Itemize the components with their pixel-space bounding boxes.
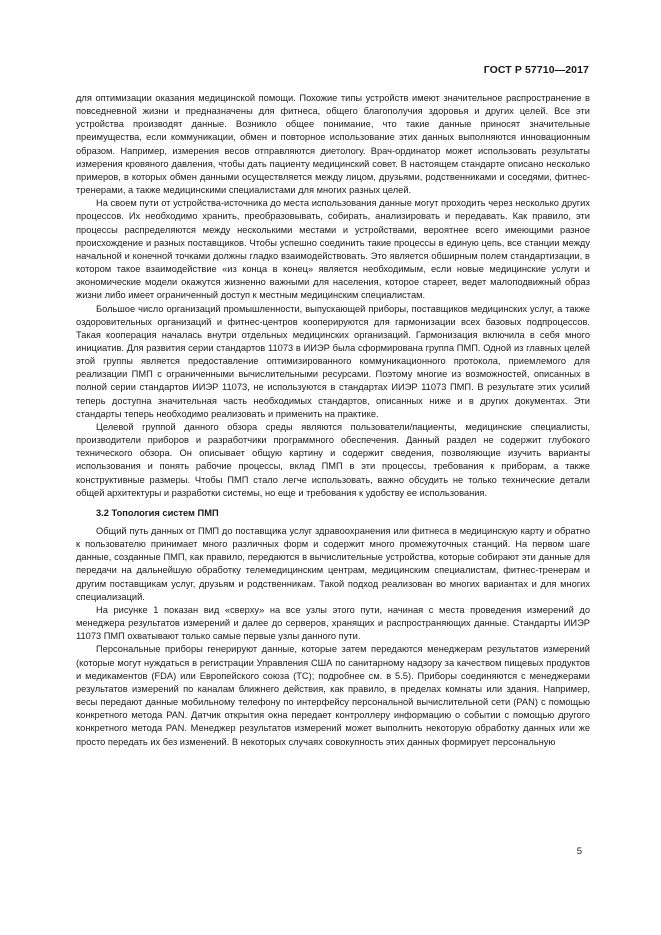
paragraph: для оптимизации оказания медицинской помощи. Похожие типы устройств имеют значительное распространение в повседневной жизни и предназначены для фитнеса, общего благополучия здоровья и других целей. Все эти устройства производят данные. Возникло общее понимание, что такие данные приносят значительные преимущества, если коммуникации, обмен и повторное использование этих данных выполняются инновационным образом. Например, измерения весов отправляются диетологу. Врач-ординатор может использовать результаты измерения кровяного давления, чтобы дать пациенту медицинский совет. В настоящем стандарте описано несколько примеров, в которых обмен данными осуществляется между лицом, друзьями, родственниками и соседями, фитнес-тренерами, а также медицинскими специалистами для многих разных целей. <box>76 93 590 196</box>
paragraph: Общий путь данных от ПМП до поставщика услуг здравоохранения или фитнеса в медицинскую карту и обратно к пользователю принимает много различных форм и содержит много промежуточных станций. На первом шаге данные, созданные ПМП, как правило, передаются в вычислительные устройства, которые собирают эти данные для передачи на дальнейшую обработку телемедицинским центрам, медицинским специалистам, фитнес-тренерам и другим поставщикам услуг, друзьям и родственникам. Такой подход реализован во многих вариантах и для многих специализаций. <box>76 526 590 602</box>
paragraph: Большое число организаций промышленности, выпускающей приборы, поставщиков медицинских услуг, а также оздоровительных организаций и фитнес-центров кооперируются для гармонизации всех базовых подпроцессов. Такая кооперация началась внутри отдельных медицинских организаций. Гармонизация включила в себя много инициатив. Для развития серии стандартов 11073 в ИИЭР была сформирована группа ПМП. Одной из главных целей этой группы является предоставление оптимизированного коммуникационного протокола, приемлемого для реализации ПМП с ограниченными вычислительными ресурсами. Поэтому многие из возможностей, описанных в полной серии стандартов ИИЭР 11073, не используются в стандартах ИИЭР 11073 ПМП. В результате этих усилий теперь доступна значительная часть необходимых стандартов, описанных ниже и в других документах. Эти стандарты теперь необходимо реализовать и применить на практике. <box>76 303 590 419</box>
body-text <box>76 92 590 749</box>
paragraph: Персональные приборы генерируют данные, которые затем передаются менеджерам результатов измерений (которые могут нуждаться в регистрации Управления США по санитарному надзору за качеством пищевых продуктов и медикаментов (FDA) или Европейского союза (ТС); подробнее см. в 5.5). Приборы соединяются с менеджерами результатов измерений по каналам ближнего действия, как правило, в пределах комнаты или здания. Например, весы передают данные мобильному телефону по интерфейсу персональной вычислительной сети (PAN) с помощью конкретного метода PAN. Датчик открытия окна передает контроллеру информацию о событии с помощью другого конкретного метода PAN. Менеджер результатов измерений может выполнить некоторую обработку данных или же просто передать их без изменений. В некоторых случаях совокупность этих данных формирует персональную <box>76 644 590 747</box>
page-number: 5 <box>576 846 582 857</box>
standard-code: ГОСТ Р 57710—2017 <box>483 64 589 76</box>
paragraph: Целевой группой данного обзора среды являются пользователи/пациенты, медицинские специалисты, производители приборов и разработчики программного обеспечения. Данный раздел не содержит глубокого технического обзора. Он описывает общую картину и содержит сведения, позволяющие изучить варианты использования и понять рабочие процессы, вклад ПМП в эти процессы, требования к приборам, а также конструктивные размеры. Чтобы ПМП стало легче использовать, важно обсудить не только технические детали общей архитектуры и разработки системы, но еще и требования к удобству ее использования. <box>76 421 590 498</box>
section-heading: 3.2 Топология систем ПМП <box>96 507 219 518</box>
paragraph: На рисунке 1 показан вид «сверху» на все узлы этого пути, начиная с места проведения измерений до менеджера результатов измерений и далее до серверов, хранящих и распространяющих данные. Стандарты ИИЭР 11073 ПМП охватывают только самые первые узлы данного пути. <box>76 604 590 642</box>
paragraph: На своем пути от устройства-источника до места использования данные могут проходить через несколько других процессов. Их необходимо хранить, преобразовывать, собирать, анализировать и передавать. Как правило, эти процессы распределяются между несколькими местами и устройствами, вероятнее всего имеющими разное происхождение и разных поставщиков. Чтобы успешно соединить такие процессы в единую цепь, все станции между начальной и конечной точками должны гладко взаимодействовать. Это является обширным полем стандартизации, в котором такое взаимодействие «из конца в конец» является необходимым, если новые медицинские услуги и экономические модели окажутся жизненно важными для населения, которое стареет, ведет малоподвижный образ жизни либо имеет ограниченный доступ к местным медицинским специалистам. <box>76 198 590 301</box>
